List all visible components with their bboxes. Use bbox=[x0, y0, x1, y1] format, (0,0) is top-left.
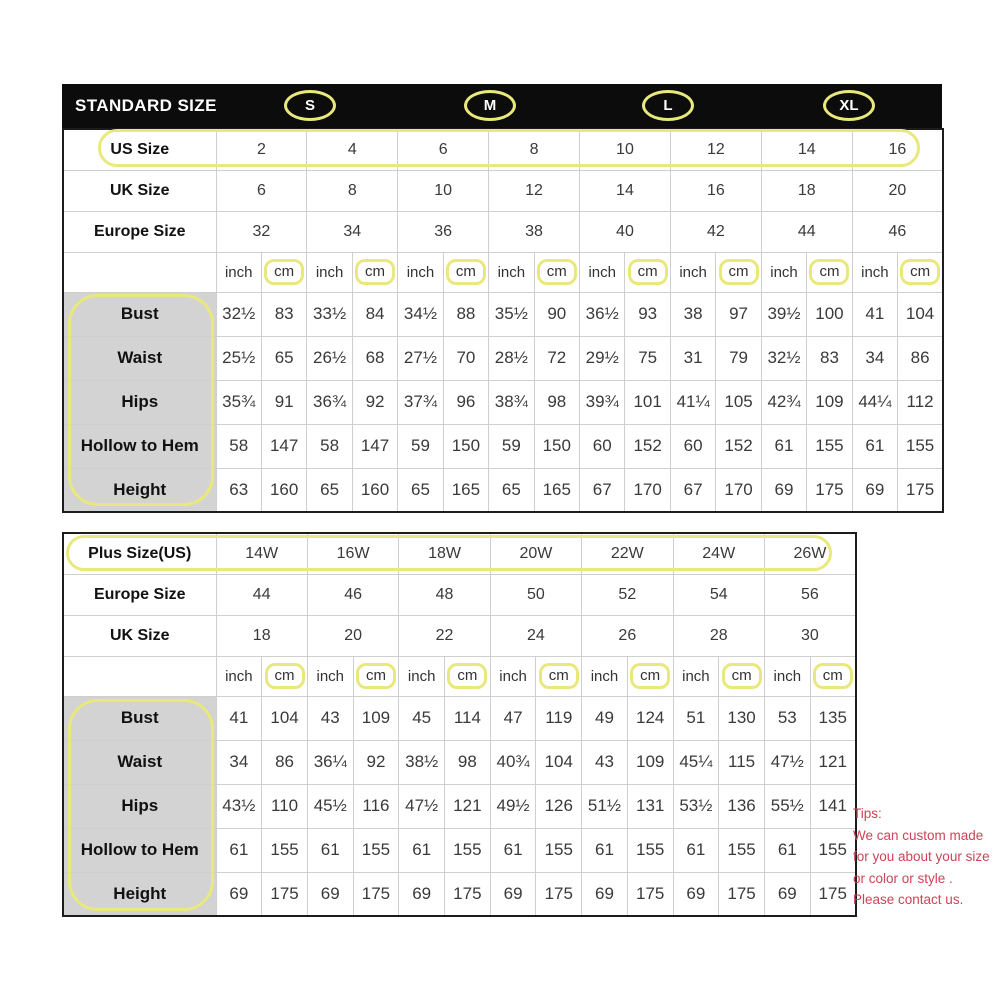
unit-cm-label: cm bbox=[446, 259, 486, 286]
measure-value: 112 bbox=[898, 380, 943, 424]
measure-value: 69 bbox=[307, 872, 353, 916]
tips-line-1: We can custom made bbox=[853, 827, 984, 843]
measure-value: 86 bbox=[262, 740, 308, 784]
measure-value: 36¼ bbox=[307, 740, 353, 784]
measure-value: 37¾ bbox=[398, 380, 443, 424]
row-label-europe-size: Europe Size bbox=[63, 574, 216, 615]
measure-value: 27½ bbox=[398, 336, 443, 380]
measure-value: 160 bbox=[352, 468, 397, 512]
unit-inch-label: inch bbox=[580, 252, 625, 292]
measure-value: 36¾ bbox=[307, 380, 352, 424]
size-value: 6 bbox=[216, 170, 307, 211]
unit-cm-label: cm bbox=[356, 663, 396, 690]
measure-row-hollow-to-hem bbox=[63, 424, 943, 468]
measure-value: 105 bbox=[716, 380, 761, 424]
measure-label-height: Height bbox=[63, 872, 216, 916]
measure-value: 34 bbox=[852, 336, 897, 380]
measure-value: 61 bbox=[764, 828, 810, 872]
measure-value: 69 bbox=[582, 872, 628, 916]
size-value: 8 bbox=[307, 170, 398, 211]
measure-value: 69 bbox=[764, 872, 810, 916]
tips-note bbox=[853, 803, 990, 911]
measure-value: 152 bbox=[625, 424, 670, 468]
measure-value: 67 bbox=[670, 468, 715, 512]
unit-row-label bbox=[63, 252, 216, 292]
measure-value: 42¾ bbox=[761, 380, 806, 424]
measure-value: 136 bbox=[719, 784, 765, 828]
measure-value: 60 bbox=[580, 424, 625, 468]
unit-inch-label: inch bbox=[582, 656, 628, 696]
measure-label-waist: Waist bbox=[63, 740, 216, 784]
size-value: 44 bbox=[216, 574, 307, 615]
measure-value: 59 bbox=[489, 424, 534, 468]
measure-value: 109 bbox=[353, 696, 399, 740]
measure-value: 69 bbox=[216, 872, 262, 916]
unit-inch-label: inch bbox=[216, 252, 261, 292]
size-value: 36 bbox=[398, 211, 489, 252]
unit-cm-cell bbox=[625, 252, 670, 292]
unit-inch-label: inch bbox=[307, 252, 352, 292]
measure-value: 55½ bbox=[764, 784, 810, 828]
unit-cm-label: cm bbox=[630, 663, 670, 690]
measure-value: 155 bbox=[262, 828, 308, 872]
size-value: 14 bbox=[761, 129, 852, 170]
measure-value: 34 bbox=[216, 740, 262, 784]
size-value: 2 bbox=[216, 129, 307, 170]
measure-value: 97 bbox=[716, 292, 761, 336]
measure-value: 90 bbox=[534, 292, 579, 336]
measure-value: 43 bbox=[307, 696, 353, 740]
measure-value: 150 bbox=[443, 424, 488, 468]
measure-value: 45¼ bbox=[673, 740, 719, 784]
measure-row-hips bbox=[63, 784, 856, 828]
measure-value: 49 bbox=[582, 696, 628, 740]
size-value: 16 bbox=[670, 170, 761, 211]
measure-value: 47½ bbox=[764, 740, 810, 784]
measure-value: 121 bbox=[810, 740, 856, 784]
size-value: 6 bbox=[398, 129, 489, 170]
unit-cm-cell bbox=[445, 656, 491, 696]
unit-cm-cell bbox=[627, 656, 673, 696]
measure-value: 175 bbox=[810, 872, 856, 916]
unit-cm-cell bbox=[262, 656, 308, 696]
measure-value: 101 bbox=[625, 380, 670, 424]
size-badge-s: S bbox=[284, 90, 336, 121]
plus-size-table bbox=[62, 532, 855, 917]
unit-cm-cell bbox=[534, 252, 579, 292]
measure-label-hips: Hips bbox=[63, 380, 216, 424]
measure-value: 175 bbox=[353, 872, 399, 916]
measure-value: 51 bbox=[673, 696, 719, 740]
size-value: 22W bbox=[582, 533, 673, 574]
size-badge-xl: XL bbox=[823, 90, 875, 121]
measure-value: 104 bbox=[536, 740, 582, 784]
measure-value: 91 bbox=[261, 380, 306, 424]
standard-size-table bbox=[62, 84, 942, 513]
size-value: 14W bbox=[216, 533, 307, 574]
measure-value: 68 bbox=[352, 336, 397, 380]
measure-value: 141 bbox=[810, 784, 856, 828]
unit-cm-cell bbox=[716, 252, 761, 292]
measure-row-bust bbox=[63, 696, 856, 740]
tips-line-2: for you about your size bbox=[853, 849, 990, 864]
measure-value: 160 bbox=[261, 468, 306, 512]
size-value: 22 bbox=[399, 615, 490, 656]
measure-value: 175 bbox=[262, 872, 308, 916]
measure-value: 47 bbox=[490, 696, 536, 740]
measure-value: 150 bbox=[534, 424, 579, 468]
measure-value: 33½ bbox=[307, 292, 352, 336]
size-row-us-size bbox=[63, 129, 943, 170]
unit-cm-label: cm bbox=[628, 259, 668, 286]
measure-value: 175 bbox=[807, 468, 852, 512]
measure-value: 93 bbox=[625, 292, 670, 336]
measure-value: 155 bbox=[445, 828, 491, 872]
measure-value: 69 bbox=[490, 872, 536, 916]
size-badge-l: L bbox=[642, 90, 694, 121]
size-value: 12 bbox=[670, 129, 761, 170]
unit-cm-label: cm bbox=[264, 259, 304, 286]
unit-cm-label: cm bbox=[722, 663, 762, 690]
measure-value: 31 bbox=[670, 336, 715, 380]
size-value: 16W bbox=[307, 533, 398, 574]
measure-value: 69 bbox=[852, 468, 897, 512]
unit-cm-cell bbox=[353, 656, 399, 696]
measure-value: 58 bbox=[216, 424, 261, 468]
measure-value: 38 bbox=[670, 292, 715, 336]
measure-value: 109 bbox=[807, 380, 852, 424]
size-value: 10 bbox=[398, 170, 489, 211]
measure-value: 72 bbox=[534, 336, 579, 380]
size-value: 28 bbox=[673, 615, 764, 656]
size-value: 48 bbox=[399, 574, 490, 615]
unit-cm-label: cm bbox=[900, 259, 940, 286]
size-value: 20 bbox=[852, 170, 943, 211]
tips-line-4: Please contact us. bbox=[853, 892, 964, 907]
measure-row-height bbox=[63, 468, 943, 512]
measure-value: 175 bbox=[536, 872, 582, 916]
measure-value: 69 bbox=[673, 872, 719, 916]
unit-cm-label: cm bbox=[809, 259, 849, 286]
measure-value: 100 bbox=[807, 292, 852, 336]
size-value: 52 bbox=[582, 574, 673, 615]
measure-value: 47½ bbox=[399, 784, 445, 828]
unit-cm-cell bbox=[536, 656, 582, 696]
measure-value: 155 bbox=[719, 828, 765, 872]
unit-inch-label: inch bbox=[673, 656, 719, 696]
measure-value: 104 bbox=[898, 292, 943, 336]
size-value: 14 bbox=[580, 170, 671, 211]
size-value: 4 bbox=[307, 129, 398, 170]
size-row-europe-size bbox=[63, 211, 943, 252]
unit-inch-label: inch bbox=[216, 656, 262, 696]
unit-cm-label: cm bbox=[719, 259, 759, 286]
measure-value: 41 bbox=[852, 292, 897, 336]
measure-value: 63 bbox=[216, 468, 261, 512]
unit-cm-label: cm bbox=[355, 259, 395, 286]
measure-value: 36½ bbox=[580, 292, 625, 336]
measure-value: 43½ bbox=[216, 784, 262, 828]
measure-value: 53 bbox=[764, 696, 810, 740]
measure-value: 147 bbox=[352, 424, 397, 468]
size-value: 12 bbox=[489, 170, 580, 211]
unit-inch-label: inch bbox=[307, 656, 353, 696]
unit-row-label bbox=[63, 656, 216, 696]
measure-value: 25½ bbox=[216, 336, 261, 380]
measure-value: 53½ bbox=[673, 784, 719, 828]
unit-inch-label: inch bbox=[670, 252, 715, 292]
unit-cm-cell bbox=[719, 656, 765, 696]
plus-size-grid bbox=[62, 532, 857, 917]
measure-value: 29½ bbox=[580, 336, 625, 380]
size-value: 50 bbox=[490, 574, 581, 615]
measure-value: 26½ bbox=[307, 336, 352, 380]
measure-value: 175 bbox=[445, 872, 491, 916]
unit-cm-cell bbox=[810, 656, 856, 696]
measure-value: 109 bbox=[627, 740, 673, 784]
size-row-uk-size bbox=[63, 170, 943, 211]
size-value: 38 bbox=[489, 211, 580, 252]
row-label-plus-size-us: Plus Size(US) bbox=[63, 533, 216, 574]
measure-value: 65 bbox=[398, 468, 443, 512]
measure-value: 165 bbox=[534, 468, 579, 512]
measure-value: 49½ bbox=[490, 784, 536, 828]
measure-value: 114 bbox=[445, 696, 491, 740]
measure-value: 75 bbox=[625, 336, 670, 380]
measure-value: 28½ bbox=[489, 336, 534, 380]
measure-value: 119 bbox=[536, 696, 582, 740]
unit-cm-cell bbox=[261, 252, 306, 292]
measure-value: 152 bbox=[716, 424, 761, 468]
measure-row-waist bbox=[63, 336, 943, 380]
measure-value: 124 bbox=[627, 696, 673, 740]
size-value: 8 bbox=[489, 129, 580, 170]
measure-value: 43 bbox=[582, 740, 628, 784]
size-value: 18W bbox=[399, 533, 490, 574]
measure-value: 69 bbox=[761, 468, 806, 512]
size-value: 54 bbox=[673, 574, 764, 615]
measure-value: 67 bbox=[580, 468, 625, 512]
measure-value: 170 bbox=[625, 468, 670, 512]
measure-value: 92 bbox=[353, 740, 399, 784]
measure-value: 92 bbox=[352, 380, 397, 424]
unit-inch-label: inch bbox=[852, 252, 897, 292]
measure-value: 131 bbox=[627, 784, 673, 828]
unit-cm-label: cm bbox=[813, 663, 853, 690]
unit-inch-label: inch bbox=[490, 656, 536, 696]
measure-value: 39¾ bbox=[580, 380, 625, 424]
measure-value: 65 bbox=[261, 336, 306, 380]
size-value: 20W bbox=[490, 533, 581, 574]
size-value: 42 bbox=[670, 211, 761, 252]
size-value: 56 bbox=[764, 574, 855, 615]
measure-row-waist bbox=[63, 740, 856, 784]
measure-value: 175 bbox=[627, 872, 673, 916]
unit-inch-label: inch bbox=[761, 252, 806, 292]
unit-cm-label: cm bbox=[537, 259, 577, 286]
size-value: 24W bbox=[673, 533, 764, 574]
size-value: 24 bbox=[490, 615, 581, 656]
size-value: 10 bbox=[580, 129, 671, 170]
unit-inch-label: inch bbox=[764, 656, 810, 696]
measure-value: 61 bbox=[673, 828, 719, 872]
unit-cm-label: cm bbox=[265, 663, 305, 690]
unit-row bbox=[63, 656, 856, 696]
measure-value: 147 bbox=[261, 424, 306, 468]
measure-value: 61 bbox=[307, 828, 353, 872]
measure-value: 165 bbox=[443, 468, 488, 512]
standard-size-title: STANDARD SIZE bbox=[75, 96, 217, 115]
unit-inch-label: inch bbox=[489, 252, 534, 292]
unit-cm-label: cm bbox=[447, 663, 487, 690]
size-value: 46 bbox=[852, 211, 943, 252]
measure-value: 86 bbox=[898, 336, 943, 380]
measure-value: 116 bbox=[353, 784, 399, 828]
measure-value: 155 bbox=[627, 828, 673, 872]
size-row-uk-size bbox=[63, 615, 856, 656]
measure-row-height bbox=[63, 872, 856, 916]
measure-value: 69 bbox=[399, 872, 445, 916]
measure-value: 59 bbox=[398, 424, 443, 468]
measure-label-waist: Waist bbox=[63, 336, 216, 380]
unit-cm-label: cm bbox=[539, 663, 579, 690]
size-value: 40 bbox=[580, 211, 671, 252]
measure-value: 121 bbox=[445, 784, 491, 828]
measure-value: 84 bbox=[352, 292, 397, 336]
measure-value: 126 bbox=[536, 784, 582, 828]
measure-label-height: Height bbox=[63, 468, 216, 512]
measure-value: 34½ bbox=[398, 292, 443, 336]
measure-value: 39½ bbox=[761, 292, 806, 336]
measure-value: 45½ bbox=[307, 784, 353, 828]
measure-value: 38½ bbox=[399, 740, 445, 784]
size-value: 44 bbox=[761, 211, 852, 252]
measure-value: 32½ bbox=[761, 336, 806, 380]
measure-value: 61 bbox=[852, 424, 897, 468]
measure-value: 170 bbox=[716, 468, 761, 512]
size-row-europe-size bbox=[63, 574, 856, 615]
measure-value: 175 bbox=[898, 468, 943, 512]
measure-value: 70 bbox=[443, 336, 488, 380]
measure-value: 61 bbox=[761, 424, 806, 468]
row-label-us-size: US Size bbox=[63, 129, 216, 170]
measure-value: 175 bbox=[719, 872, 765, 916]
unit-inch-label: inch bbox=[398, 252, 443, 292]
measure-value: 61 bbox=[399, 828, 445, 872]
measure-label-bust: Bust bbox=[63, 292, 216, 336]
size-value: 18 bbox=[216, 615, 307, 656]
measure-value: 135 bbox=[810, 696, 856, 740]
measure-value: 96 bbox=[443, 380, 488, 424]
measure-row-hollow-to-hem bbox=[63, 828, 856, 872]
measure-value: 44¼ bbox=[852, 380, 897, 424]
measure-label-hollow-to-hem: Hollow to Hem bbox=[63, 424, 216, 468]
measure-value: 58 bbox=[307, 424, 352, 468]
unit-cm-cell bbox=[807, 252, 852, 292]
measure-value: 32½ bbox=[216, 292, 261, 336]
measure-label-bust: Bust bbox=[63, 696, 216, 740]
measure-value: 65 bbox=[307, 468, 352, 512]
measure-row-hips bbox=[63, 380, 943, 424]
measure-value: 79 bbox=[716, 336, 761, 380]
unit-cm-cell bbox=[352, 252, 397, 292]
unit-row bbox=[63, 252, 943, 292]
measure-value: 155 bbox=[810, 828, 856, 872]
measure-value: 35½ bbox=[489, 292, 534, 336]
size-value: 26 bbox=[582, 615, 673, 656]
size-value: 26W bbox=[764, 533, 855, 574]
measure-value: 155 bbox=[807, 424, 852, 468]
measure-row-bust bbox=[63, 292, 943, 336]
measure-value: 65 bbox=[489, 468, 534, 512]
size-value: 20 bbox=[307, 615, 398, 656]
measure-value: 41¼ bbox=[670, 380, 715, 424]
tips-title: Tips: bbox=[853, 806, 882, 821]
measure-value: 61 bbox=[490, 828, 536, 872]
measure-value: 51½ bbox=[582, 784, 628, 828]
measure-value: 61 bbox=[582, 828, 628, 872]
measure-value: 60 bbox=[670, 424, 715, 468]
unit-cm-cell bbox=[443, 252, 488, 292]
measure-value: 155 bbox=[536, 828, 582, 872]
row-label-uk-size: UK Size bbox=[63, 615, 216, 656]
measure-value: 155 bbox=[898, 424, 943, 468]
measure-value: 45 bbox=[399, 696, 445, 740]
size-row-plus-size-us bbox=[63, 533, 856, 574]
measure-label-hollow-to-hem: Hollow to Hem bbox=[63, 828, 216, 872]
size-value: 32 bbox=[216, 211, 307, 252]
measure-value: 104 bbox=[262, 696, 308, 740]
size-value: 18 bbox=[761, 170, 852, 211]
measure-value: 38¾ bbox=[489, 380, 534, 424]
measure-value: 88 bbox=[443, 292, 488, 336]
measure-value: 98 bbox=[534, 380, 579, 424]
measure-value: 155 bbox=[353, 828, 399, 872]
row-label-europe-size: Europe Size bbox=[63, 211, 216, 252]
tips-line-3: or color or style . bbox=[853, 870, 953, 886]
measure-value: 83 bbox=[807, 336, 852, 380]
row-label-uk-size: UK Size bbox=[63, 170, 216, 211]
measure-label-hips: Hips bbox=[63, 784, 216, 828]
measure-value: 61 bbox=[216, 828, 262, 872]
unit-inch-label: inch bbox=[399, 656, 445, 696]
measure-value: 40¾ bbox=[490, 740, 536, 784]
measure-value: 83 bbox=[261, 292, 306, 336]
size-value: 46 bbox=[307, 574, 398, 615]
size-badge-m: M bbox=[464, 90, 516, 121]
measure-value: 35¾ bbox=[216, 380, 261, 424]
standard-size-grid bbox=[62, 128, 944, 513]
unit-cm-cell bbox=[898, 252, 943, 292]
measure-value: 130 bbox=[719, 696, 765, 740]
measure-value: 98 bbox=[445, 740, 491, 784]
standard-size-header bbox=[62, 84, 942, 128]
size-value: 16 bbox=[852, 129, 943, 170]
size-value: 30 bbox=[764, 615, 855, 656]
measure-value: 110 bbox=[262, 784, 308, 828]
measure-value: 115 bbox=[719, 740, 765, 784]
size-value: 34 bbox=[307, 211, 398, 252]
measure-value: 41 bbox=[216, 696, 262, 740]
